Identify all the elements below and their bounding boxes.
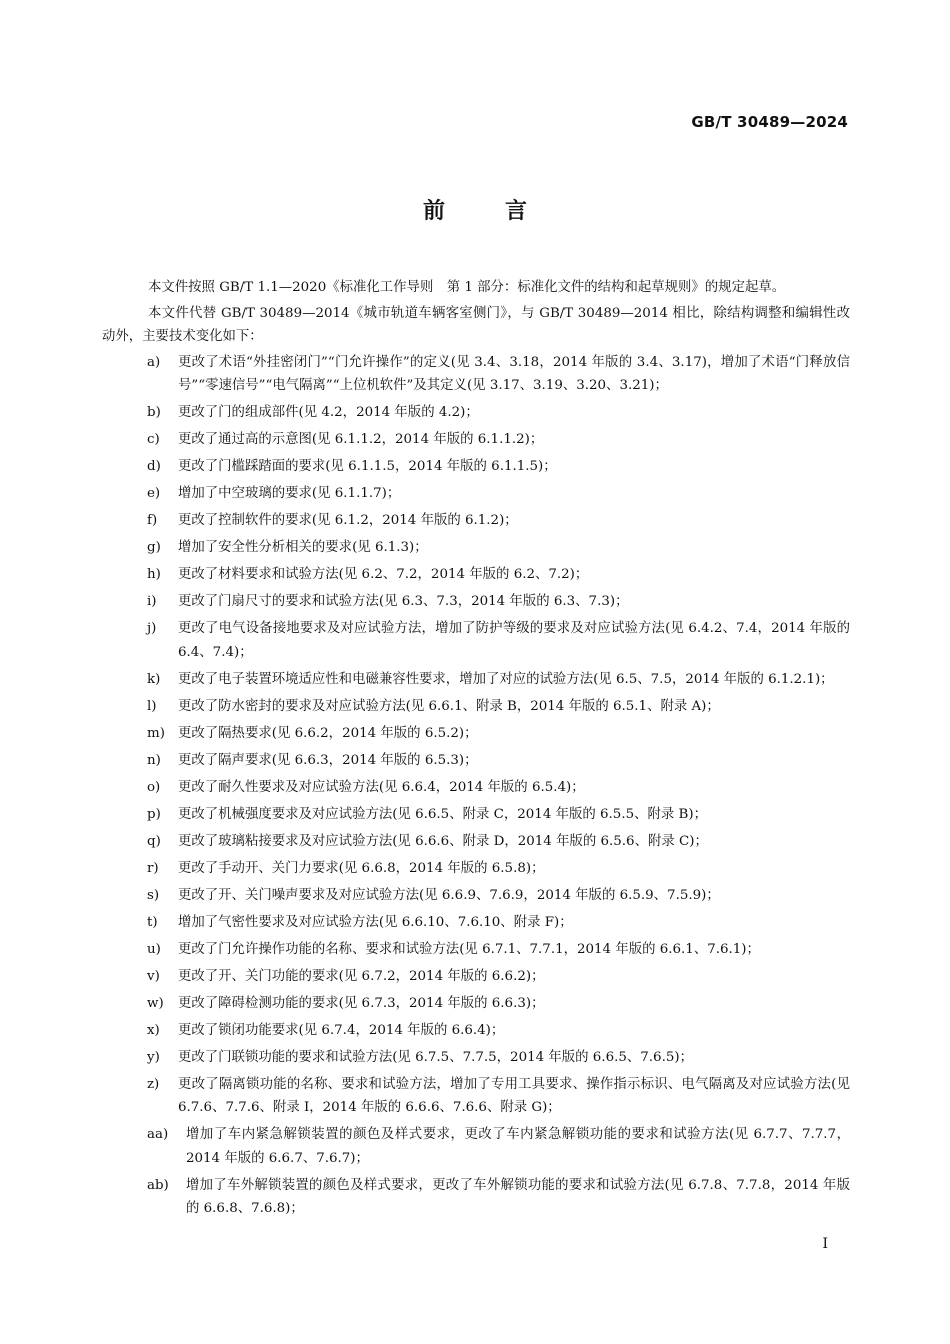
list-item — [102, 722, 850, 746]
list-item-label: k) — [147, 671, 161, 687]
list-item — [102, 563, 850, 587]
list-item-text: 更改了术语“外挂密闭门”“门允许操作”的定义(见 3.4、3.18，2014 年版的 3.4、3.17)，增加了术语“门释放信号”“零速信号”“电气隔离”“上位机软件”及其定义(见 3.17、3.19、3.20、3.21)； — [178, 354, 850, 393]
list-item-label: f) — [147, 513, 158, 528]
list-item-label: r) — [147, 860, 159, 876]
document-code: GB/T 30489—2024 — [691, 113, 848, 131]
intro-paragraph-drafting: 本文件按照 GB/T 1.1—2020《标准化工作导则 第 1 部分：标准化文件的结构和起草规则》的规定起草。 — [148, 280, 786, 295]
list-item-label: y) — [147, 1049, 160, 1065]
list-item-text: 更改了锁闭功能要求(见 6.7.4，2014 年版的 6.6.4)； — [178, 1022, 505, 1038]
list-item-text: 更改了通过高的示意图(见 6.1.1.2，2014 年版的 6.1.1.2)； — [178, 432, 544, 447]
list-item-label: s) — [147, 887, 160, 903]
list-item-text: 更改了开、关门功能的要求(见 6.7.2，2014 年版的 6.6.2)； — [178, 968, 545, 984]
list-item-text: 更改了电子装置环境适应性和电磁兼容性要求，增加了对应的试验方法(见 6.5、7.5，2014 年版的 6.1.2.1)； — [178, 671, 834, 687]
list-item — [102, 590, 850, 614]
document-body — [102, 276, 850, 1224]
list-item — [102, 938, 850, 962]
list-item-label: i) — [147, 594, 157, 609]
list-item-text: 更改了门槛踩踏面的要求(见 6.1.1.5，2014 年版的 6.1.1.5)； — [178, 459, 557, 474]
list-item-text: 更改了材料要求和试验方法(见 6.2、7.2，2014 年版的 6.2、7.2)； — [178, 567, 589, 582]
list-item-label: x) — [147, 1022, 160, 1038]
list-item-label: p) — [147, 806, 161, 822]
list-item — [102, 668, 850, 692]
list-item-label: d) — [147, 459, 161, 474]
list-item — [102, 911, 850, 935]
list-item-label: v) — [147, 968, 160, 984]
list-item — [102, 992, 850, 1016]
list-item — [102, 1046, 850, 1070]
page-number: I — [822, 1236, 828, 1252]
list-item — [102, 536, 850, 560]
list-item-label: h) — [147, 567, 161, 582]
list-item — [102, 1019, 850, 1043]
list-item-text: 更改了门扇尺寸的要求和试验方法(见 6.3、7.3，2014 年版的 6.3、7.3)； — [178, 594, 629, 609]
list-item-text: 更改了门允许操作功能的名称、要求和试验方法(见 6.7.1、7.7.1，2014 年版的 6.6.1、7.6.1)； — [178, 941, 760, 957]
list-item-text: 增加了气密性要求及对应试验方法(见 6.6.10、7.6.10、附录 F)； — [178, 914, 573, 930]
list-item — [102, 428, 850, 452]
list-item-text: 更改了耐久性要求及对应试验方法(见 6.6.4，2014 年版的 6.5.4)； — [178, 779, 585, 795]
list-item — [102, 857, 850, 881]
list-item — [102, 482, 850, 506]
list-item-text: 更改了手动开、关门力要求(见 6.6.8，2014 年版的 6.5.8)； — [178, 860, 545, 876]
list-item-label: l) — [147, 698, 157, 714]
list-item-label: c) — [147, 432, 160, 447]
list-item-label: e) — [147, 486, 161, 501]
list-item — [102, 884, 850, 908]
list-item-text: 更改了控制软件的要求(见 6.1.2，2014 年版的 6.1.2)； — [178, 513, 518, 528]
list-item-label: a) — [147, 354, 161, 370]
list-item-text: 更改了隔热要求(见 6.6.2，2014 年版的 6.5.2)； — [178, 725, 478, 741]
list-item — [102, 803, 850, 827]
list-item-label: m) — [147, 725, 165, 741]
list-item-label: w) — [147, 995, 164, 1011]
list-item-text: 更改了电气设备接地要求及对应试验方法，增加了防护等级的要求及对应试验方法(见 6.4.2、7.4，2014 年版的 6.4、7.4)； — [178, 621, 850, 660]
list-item — [102, 617, 850, 664]
list-item-text: 更改了开、关门噪声要求及对应试验方法(见 6.6.9、7.6.9，2014 年版的 6.5.9、7.5.9)； — [178, 887, 720, 903]
list-item-label: ab) — [147, 1177, 169, 1193]
list-item-label: g) — [147, 540, 161, 555]
list-item-text: 更改了隔离锁功能的名称、要求和试验方法，增加了专用工具要求、操作指示标识、电气隔离及对应试验方法(见 6.7.6、7.7.6、附录 I，2014 年版的 6.6.6、7.6.6、附录 G)； — [178, 1076, 850, 1115]
list-item — [102, 1073, 850, 1120]
list-item-text: 更改了隔声要求(见 6.6.3，2014 年版的 6.5.3)； — [178, 752, 478, 768]
intro-paragraph-replacement: 本文件代替 GB/T 30489—2014《城市轨道车辆客室侧门》，与 GB/T 30489—2014 相比，除结构调整和编辑性改动外，主要技术变化如下： — [102, 305, 850, 344]
list-item — [102, 1123, 850, 1170]
list-item — [102, 776, 850, 800]
list-item — [102, 695, 850, 719]
list-item-label: b) — [147, 405, 161, 420]
list-item — [102, 455, 850, 479]
list-item — [102, 830, 850, 854]
list-item — [102, 401, 850, 425]
page-title: 前言 — [422, 199, 587, 224]
list-item-text: 更改了玻璃粘接要求及对应试验方法(见 6.6.6、附录 D，2014 年版的 6.5.6、附录 C)； — [178, 833, 708, 849]
list-item-label: n) — [147, 752, 161, 768]
list-item-label: z) — [147, 1076, 160, 1092]
list-item-text: 更改了机械强度要求及对应试验方法(见 6.6.5、附录 C，2014 年版的 6.5.5、附录 B)； — [178, 806, 707, 822]
list-item-text: 增加了车内紧急解锁装置的颜色及样式要求，更改了车内紧急解锁功能的要求和试验方法(见 6.7.7、7.7.7，2014 年版的 6.6.7、7.6.7)； — [186, 1127, 850, 1166]
list-item — [102, 509, 850, 533]
list-item-text: 更改了防水密封的要求及对应试验方法(见 6.6.1、附录 B，2014 年版的 6.5.1、附录 A)； — [178, 698, 720, 714]
list-item-text: 更改了门的组成部件(见 4.2，2014 年版的 4.2)； — [178, 405, 479, 420]
change-list — [102, 351, 850, 1221]
list-item-text: 更改了障碍检测功能的要求(见 6.7.3，2014 年版的 6.6.3)； — [178, 995, 545, 1011]
list-item-label: j) — [147, 621, 157, 636]
list-item-label: o) — [147, 779, 161, 795]
list-item — [102, 749, 850, 773]
list-item-label: aa) — [147, 1127, 169, 1142]
list-item-text: 增加了安全性分析相关的要求(见 6.1.3)； — [178, 540, 428, 555]
list-item-text: 更改了门联锁功能的要求和试验方法(见 6.7.5、7.7.5，2014 年版的 6.6.5、7.6.5)； — [178, 1049, 693, 1065]
list-item — [102, 965, 850, 989]
list-item-text: 增加了车外解锁装置的颜色及样式要求，更改了车外解锁功能的要求和试验方法(见 6.7.8、7.7.8，2014 年版的 6.6.8、7.6.8)； — [186, 1177, 850, 1216]
list-item-label: q) — [147, 833, 161, 849]
list-item — [102, 1174, 850, 1221]
list-item-text: 增加了中空玻璃的要求(见 6.1.1.7)； — [178, 486, 401, 501]
list-item-label: t) — [147, 914, 158, 930]
list-item-label: u) — [147, 941, 161, 957]
list-item — [102, 351, 850, 398]
